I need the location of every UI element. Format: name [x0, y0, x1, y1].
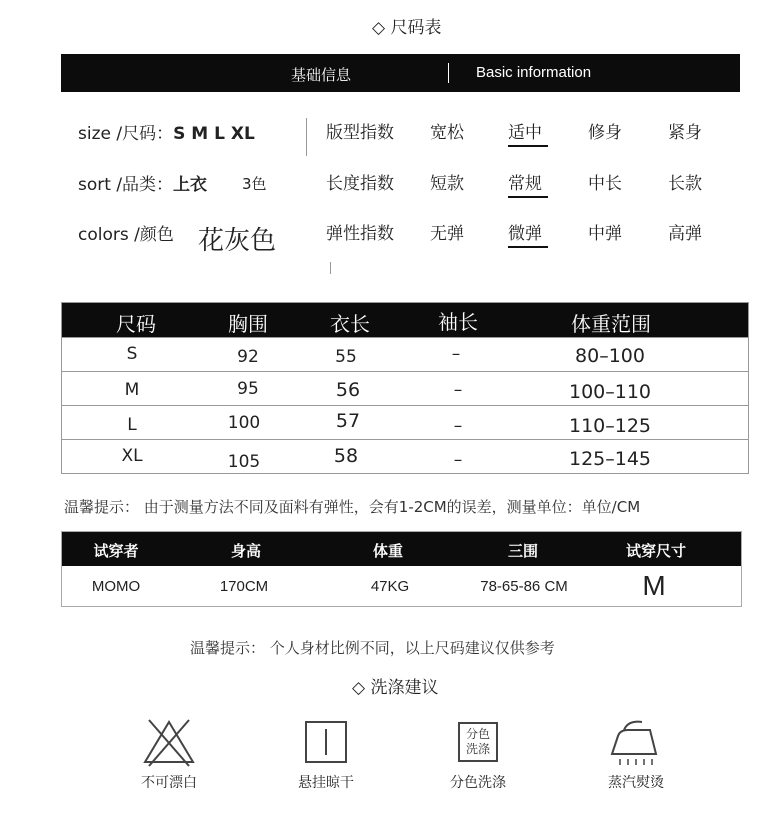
cell-weight: 47KG — [370, 578, 410, 595]
table-row — [62, 439, 748, 473]
header-weight: 体重范围 — [571, 312, 651, 336]
cell-sleeve: – — [453, 416, 463, 436]
header-length: 衣长 — [330, 312, 370, 336]
cell-size: M — [124, 380, 140, 400]
care-item-hang-dry — [276, 716, 376, 796]
header-weight: 体重 — [372, 542, 404, 560]
cell-chest: 105 — [227, 452, 261, 472]
bar-divider — [448, 63, 449, 83]
header-size: 尺码 — [116, 312, 156, 336]
no-bleach-icon — [139, 716, 199, 768]
colors-label: colors /颜色 — [78, 225, 174, 245]
cell-weight: 80–100 — [575, 345, 645, 367]
icon-text-line2: 洗涤 — [465, 742, 490, 756]
cell-sleeve: – — [453, 450, 463, 470]
cell-length: 57 — [335, 410, 361, 432]
care-item-steam-iron — [586, 716, 686, 796]
selected-underline — [508, 196, 548, 198]
cell-try-size: M — [642, 570, 666, 601]
size-label: size /尺码： — [78, 124, 174, 144]
selected-underline — [508, 246, 548, 248]
sort-info — [78, 170, 207, 195]
size-table-header — [62, 303, 748, 337]
index-option: 微弹 — [508, 224, 542, 244]
icon-text-line1: 分色 — [465, 727, 490, 741]
cell-size: L — [127, 415, 137, 435]
index-option: 紧身 — [668, 123, 702, 143]
care-label: 不可漂白 — [141, 775, 197, 791]
index-option: 修身 — [588, 123, 622, 143]
header-height: 身高 — [230, 542, 262, 560]
care-item-no-bleach — [119, 716, 219, 796]
try-on-header — [62, 532, 741, 566]
header-measurements: 三围 — [507, 542, 539, 560]
index-option: 中长 — [588, 174, 622, 194]
index-option: 高弹 — [668, 224, 702, 244]
header-chest: 胸围 — [228, 312, 268, 336]
page-title: ◇ 尺码表 — [372, 18, 442, 38]
wash-separately-icon — [458, 722, 498, 762]
colors-value: 花灰色 — [198, 226, 277, 256]
steam-iron-icon — [604, 716, 668, 768]
cell-weight: 125–145 — [568, 448, 652, 470]
wash-title: ◇ 洗涤建议 — [352, 678, 439, 698]
index-name: 弹性指数 — [326, 224, 394, 244]
table-row — [62, 405, 748, 439]
try-on-table — [61, 531, 742, 607]
cell-height: 170CM — [219, 578, 269, 595]
care-item-wash-separately — [428, 716, 528, 796]
size-info — [78, 119, 255, 144]
basic-info-cn: 基础信息 — [291, 66, 352, 84]
basic-info-en: Basic information — [476, 64, 592, 81]
measurement-note: 温馨提示： 由于测量方法不同及面料有弹性，会有1-2CM的误差，测量单位：单位/CM — [64, 498, 641, 516]
care-label: 蒸汽熨烫 — [608, 775, 664, 791]
cell-chest: 95 — [237, 379, 259, 399]
index-option: 短款 — [430, 174, 464, 194]
cell-length: 56 — [335, 379, 361, 401]
cell-length: 58 — [333, 445, 359, 467]
small-divider — [330, 262, 331, 274]
table-row — [62, 337, 748, 371]
cell-measurements: 78-65-86 CM — [480, 578, 568, 595]
cell-size: S — [126, 344, 138, 364]
cell-chest: 100 — [227, 413, 261, 433]
size-table — [61, 302, 749, 474]
index-option: 中弹 — [588, 224, 622, 244]
index-option: 无弹 — [430, 224, 464, 244]
sort-value: 上衣 — [173, 175, 208, 195]
sort-label: sort /品类： — [78, 175, 174, 195]
cell-model: MOMO — [91, 578, 141, 595]
info-divider — [306, 118, 307, 156]
cell-length: 55 — [335, 347, 357, 367]
size-value: S M L XL — [173, 124, 255, 144]
care-label: 分色洗涤 — [450, 775, 506, 791]
basic-info-bar — [61, 54, 740, 92]
header-model: 试穿者 — [93, 542, 139, 560]
index-option: 适中 — [508, 123, 542, 143]
selected-underline — [508, 145, 548, 147]
table-row — [62, 371, 748, 405]
index-option: 常规 — [508, 174, 542, 194]
cell-weight: 110–125 — [568, 415, 652, 437]
hang-dry-icon — [296, 716, 356, 768]
cell-chest: 92 — [237, 347, 259, 367]
care-label: 悬挂晾干 — [298, 775, 354, 791]
sort-extra: 3色 — [242, 175, 267, 193]
index-name: 长度指数 — [326, 174, 394, 194]
fit-note: 温馨提示： 个人身材比例不同，以上尺码建议仅供参考 — [190, 639, 555, 657]
cell-sleeve: – — [453, 380, 463, 400]
cell-size: XL — [121, 446, 143, 466]
cell-weight: 100–110 — [568, 381, 652, 403]
index-option: 长款 — [668, 174, 702, 194]
header-sleeve: 袖长 — [438, 310, 478, 334]
cell-sleeve: – — [451, 344, 461, 364]
header-try-size: 试穿尺寸 — [625, 542, 687, 560]
index-option: 宽松 — [430, 123, 464, 143]
index-name: 版型指数 — [326, 123, 394, 143]
